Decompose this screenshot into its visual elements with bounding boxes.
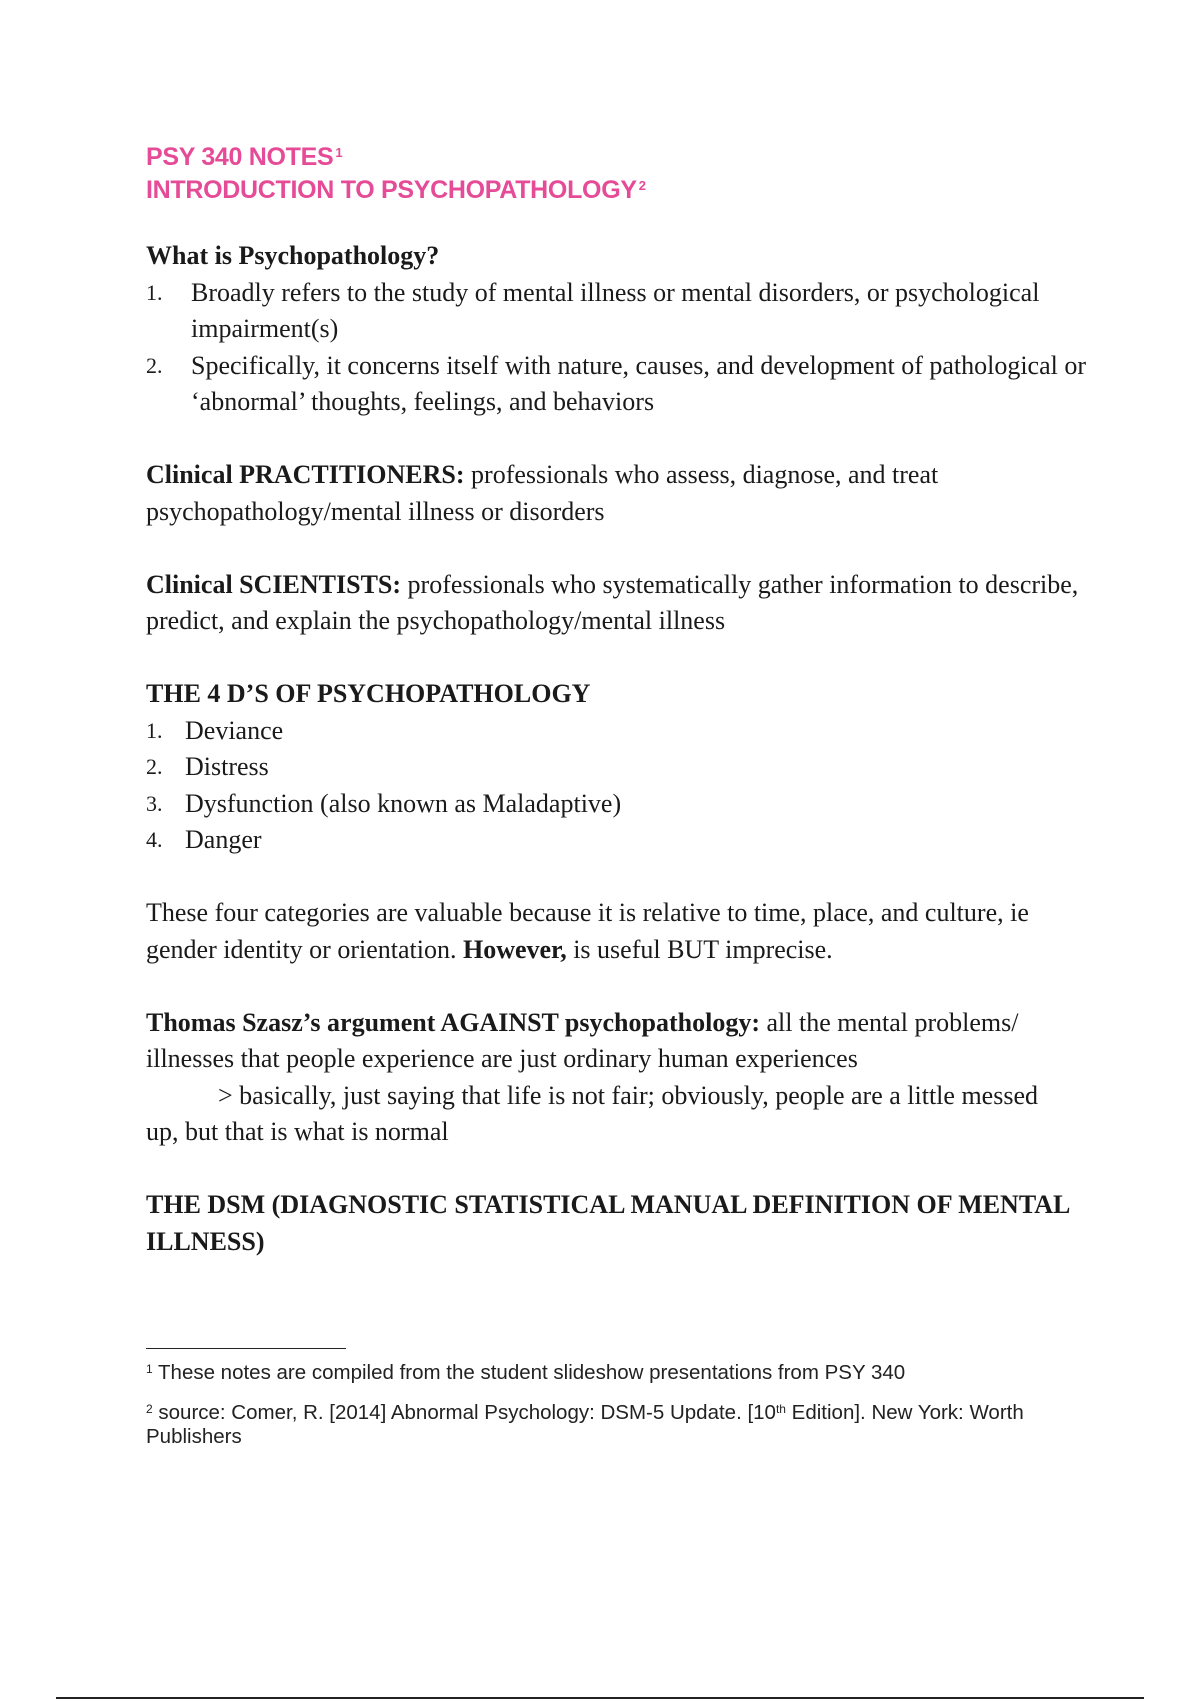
section-title-four-ds: THE 4 D’S OF PSYCHOPATHOLOGY: [146, 679, 591, 708]
definition-scientists: Clinical SCIENTISTS: professionals who systematically gather information to describe, predict, and explain the psychopathology/mental illness: [146, 569, 1079, 635]
section-title-what-is: What is Psychopathology?: [146, 241, 440, 270]
footnote-2: $^2$ source: Comer, R. [2014] Abnormal Psychology: DSM-5 Update. [10th Edition]. New York: Worth Publishers: [146, 1401, 1024, 1448]
document-header: [146, 141, 1096, 207]
list-item: 2. Specifically, it concerns itself with nature, causes, and development of pathological or ‘abnormal’ thoughts, feelings, and behaviors: [146, 350, 1087, 416]
szasz-indented-note: > basically, just saying that life is not fair; obviously, people are a little messed: [218, 1080, 1038, 1110]
definition-practitioners: Clinical PRACTITIONERS: professionals who assess, diagnose, and treat psychopathology/mental illness or disorders: [146, 460, 939, 526]
header-line-course: PSY 340 NOTES $^1$: [146, 143, 343, 171]
list-item: 4. Danger: [146, 825, 262, 854]
header-line-topic: INTRODUCTION TO PSYCHOPATHOLOGY $^2$: [146, 176, 646, 204]
term-practitioners: Clinical PRACTITIONERS:: [146, 460, 465, 489]
categories-paragraph: These four categories are valuable because it is relative to time, place, and culture, ie gender identity or orientation. However, is useful BUT imprecise.: [146, 898, 1029, 964]
footnote-ref-1[interactable]: 1: [335, 145, 343, 160]
list-item: 1. Broadly refers to the study of mental illness or mental disorders, or psychological impairment(s): [146, 277, 1040, 343]
what-is-list: [146, 275, 1096, 421]
notes-body: [146, 141, 1096, 1260]
list-item: 2. Distress: [146, 752, 269, 781]
page-bottom-divider: [56, 1697, 1144, 1699]
list-item: 1. Deviance: [146, 715, 284, 745]
section-title-dsm: THE DSM (DIAGNOSTIC STATISTICAL MANUAL DEFINITION OF MENTAL ILLNESS): [146, 1190, 1069, 1256]
list-item: 3. Dysfunction (also known as Maladaptive): [146, 788, 622, 818]
footnote-ref-2[interactable]: 2: [638, 178, 646, 193]
szasz-paragraph: Thomas Szasz’s argument AGAINST psychopathology: all the mental problems/ illnesses that people experience are just ordinary human experiences > basically, just saying that life is not fair; obviously, people are a little messed up, but that is what is normal: [146, 1005, 1096, 1151]
footnote-1: $^1$ These notes are compiled from the student slideshow presentations from PSY 340: [146, 1361, 906, 1384]
four-ds-list: [146, 713, 1096, 859]
term-szasz: Thomas Szasz’s argument AGAINST psychopathology:: [146, 1007, 760, 1037]
footnote-divider: [146, 1348, 346, 1349]
footnotes: [146, 1348, 1096, 1465]
term-scientists: Clinical SCIENTISTS:: [146, 569, 402, 599]
